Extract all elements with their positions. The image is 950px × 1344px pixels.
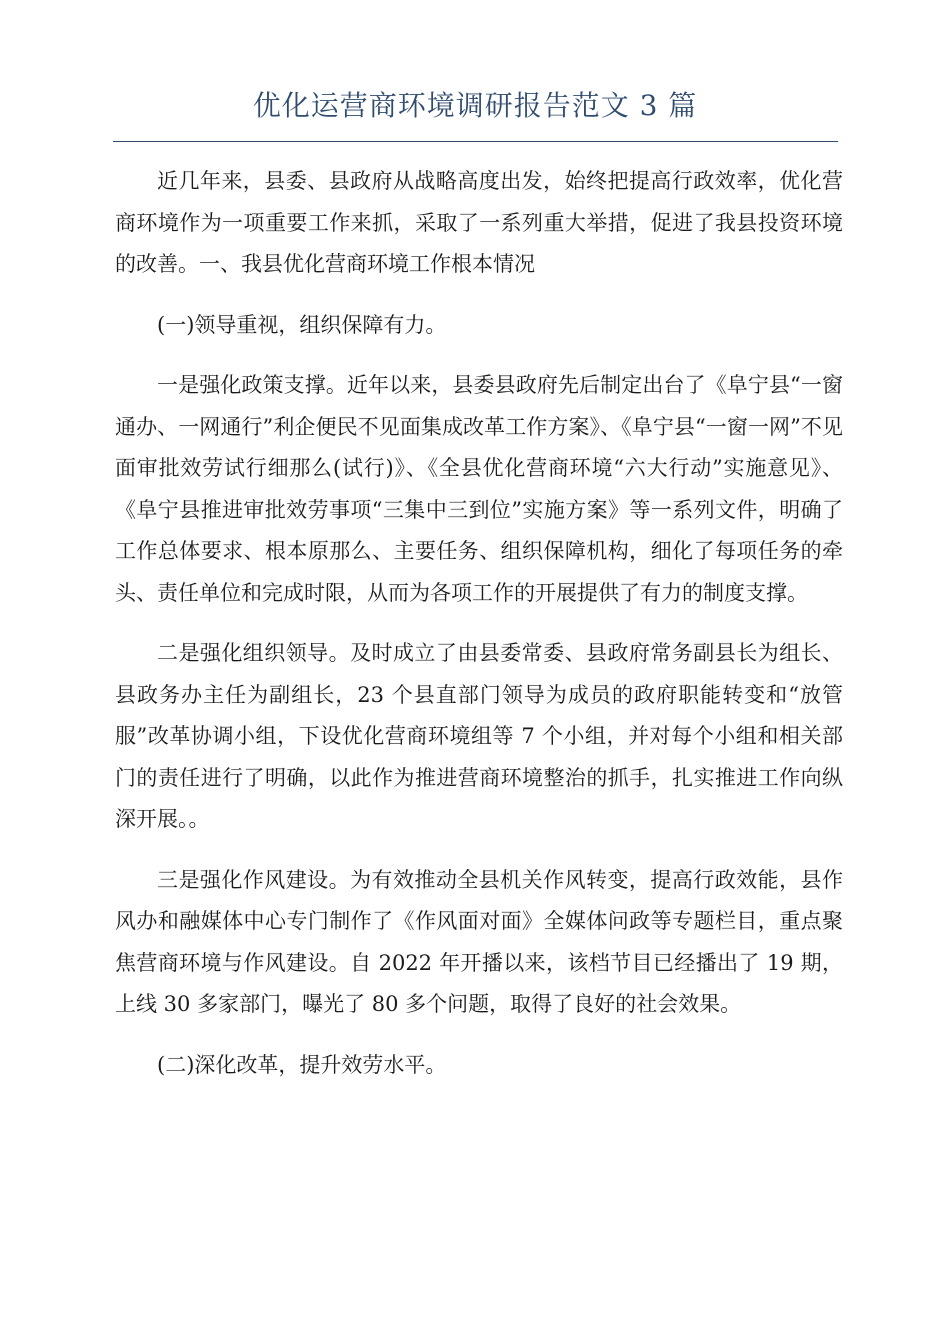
title-divider [113,141,838,142]
paragraph-policy-support: 一是强化政策支撑。近年以来，县委县政府先后制定出台了《阜宁县“一窗通办、一网通行”利企便民不见面集成改革工作方案》、《阜宁县“一窗一网”不见面审批效劳试行细那么(试行)》、《全县优化营商环境“六大行动”实施意见》、《阜宁县推进审批效劳事项“三集中三到位”实施方案》等一系列文件，明确了工作总体要求、根本原那么、主要任务、组织保障机构，细化了每项任务的牵头、责任单位和完成时限，从而为各项工作的开展提供了有力的制度支撑。 [115,373,843,605]
document-title: 优化运营商环境调研报告范文 3 篇 [252,89,698,122]
section-heading-2: (二)深化改革，提升效劳水平。 [157,1052,447,1077]
section-heading-1: (一)领导重视，组织保障有力。 [157,312,447,337]
document-body [115,161,843,1105]
paragraph-organization-leadership: 二是强化组织领导。及时成立了由县委常委、县政府常务副县长为组长、县政务办主任为副组长，23 个县直部门领导为成员的政府职能转变和“放管服”改革协调小组，下设优化营商环境组等 7 个小组，并对每个小组和相关部门的责任进行了明确，以此作为推进营商环境整治的抓手，扎实推进工作向纵深开展。。 [115,641,843,831]
paragraph-work-style: 三是强化作风建设。为有效推动全县机关作风转变，提高行政效能，县作风办和融媒体中心专门制作了《作风面对面》全媒体问政等专题栏目，重点聚焦营商环境与作风建设。自 2022 年开播以来，该档节目已经播出了 19 期，上线 30 多家部门，曝光了 80 多个问题，取得了良好的社会效果。 [115,867,843,1016]
paragraph-intro: 近几年来，县委、县政府从战略高度出发，始终把提高行政效率，优化营商环境作为一项重要工作来抓，采取了一系列重大举措，促进了我县投资环境的改善。一、我县优化营商环境工作根本情况 [115,169,843,276]
